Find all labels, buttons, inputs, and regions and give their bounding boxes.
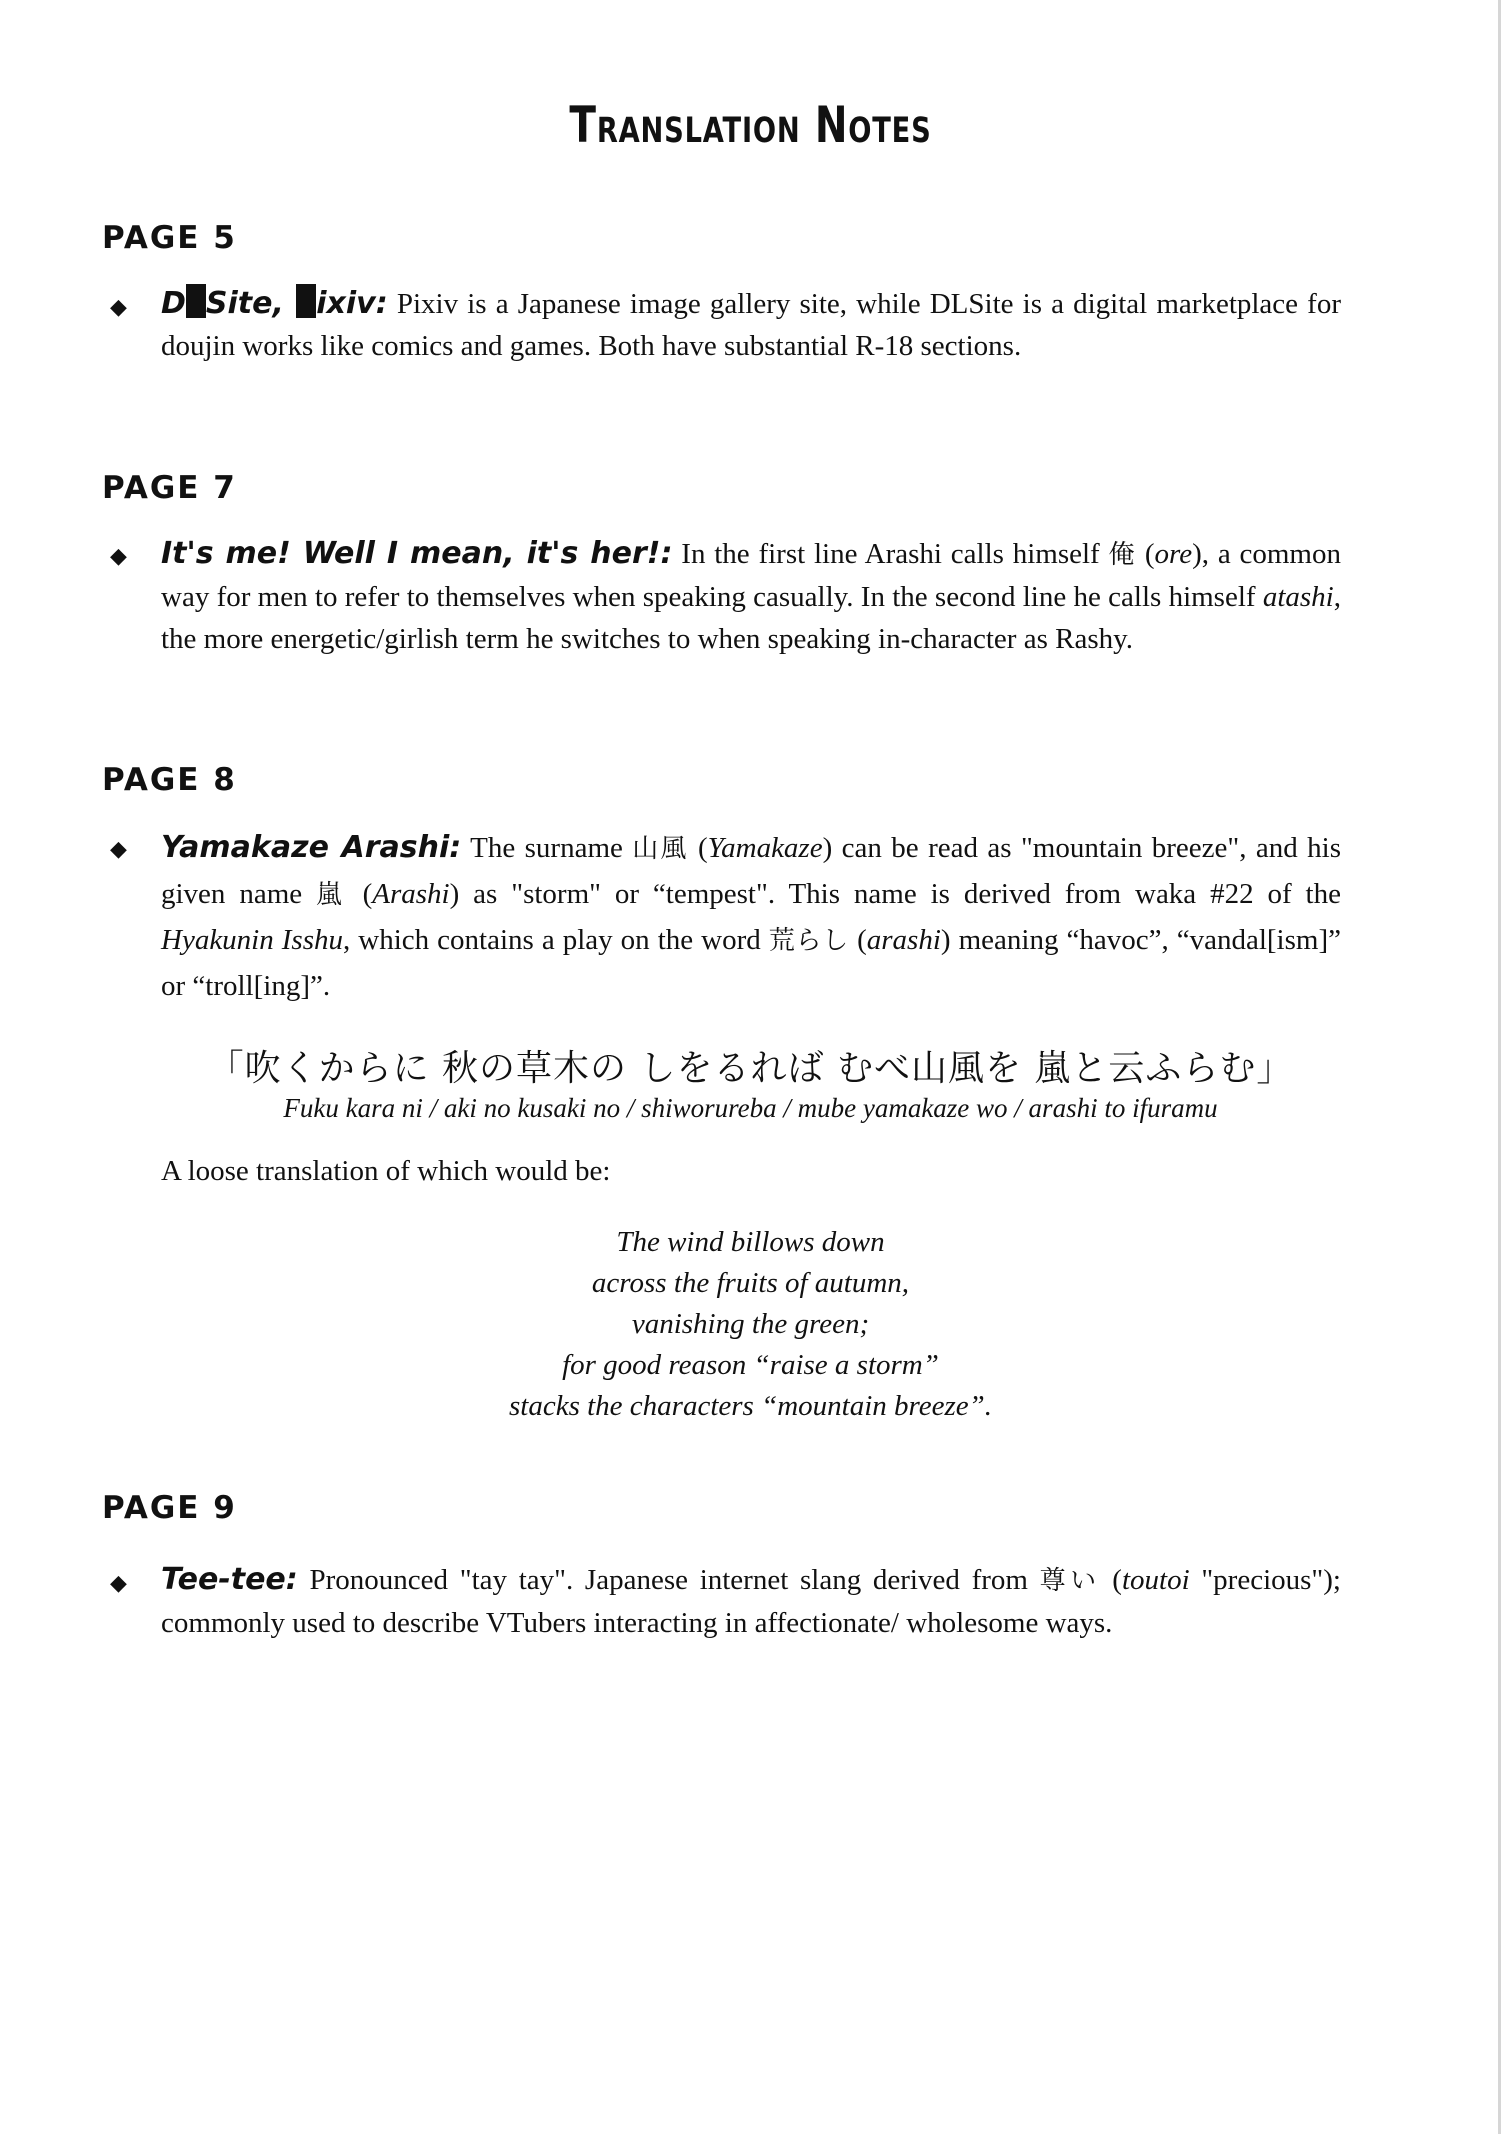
- poem-romaji: Fuku kara ni / aki no kusaki no / shiworureba / mube yamakaze wo / arashi to ifuramu: [283, 1093, 1218, 1123]
- verse-line: for good reason “raise a storm”: [562, 1349, 939, 1381]
- note-page-8: Yamakaze Arashi: The surname 山風 (Yamakaze) can be read as "mountain breeze", and his given name 嵐 (Arashi) as "storm" or “tempest". This name is derived from waka #22 of the Hyakunin Isshu, which contains a play on the word 荒らし (arashi) meaning “havoc”, “vandal[ism]” or “troll[ing]”.: [161, 830, 1341, 1002]
- poem-japanese: 「吹くからに 秋の草木の しをるれば むべ山風を 嵐と云ふらむ」: [207, 1048, 1294, 1089]
- bullet-diamond-icon: ◆: [110, 544, 127, 569]
- bullet-diamond-icon: ◆: [110, 295, 127, 320]
- verse-line: The wind billows down: [616, 1226, 885, 1258]
- section-heading-page-7: PAGE 7: [102, 470, 237, 506]
- note-term: D Site, ixiv:: [161, 286, 388, 321]
- poem-translation: [0, 1222, 1501, 1427]
- note-page-5: D Site, ixiv: Pixiv is a Japanese image gallery site, while DLSite is a digital marketplace for doujin works like comics and games. Both have substantial R-18 sections.: [161, 286, 1341, 362]
- note-page-7: It's me! Well I mean, it's her!: In the first line Arashi calls himself 俺 (ore), a common way for men to refer to themselves when speaking casually. In the second line he calls himself atashi, the more energetic/girlish term he switches to when speaking in-character as Rashy.: [161, 536, 1341, 655]
- note-page-9: Tee-tee: Pronounced "tay tay". Japanese internet slang derived from 尊い (toutoi "precious"); commonly used to describe VTubers interacting in affectionate/ wholesome ways.: [161, 1562, 1341, 1639]
- verse-line: stacks the characters “mountain breeze”.: [508, 1390, 992, 1422]
- section-heading-page-8: PAGE 8: [102, 762, 237, 798]
- redaction-block: [296, 284, 316, 318]
- bullet-diamond-icon: ◆: [110, 1571, 127, 1596]
- page-title: Translation Notes: [569, 96, 932, 154]
- verse-line: across the fruits of autumn,: [591, 1267, 910, 1299]
- section-heading-page-9: PAGE 9: [102, 1490, 237, 1526]
- note-term: Yamakaze Arashi:: [161, 830, 462, 865]
- section-heading-page-5: PAGE 5: [102, 220, 237, 256]
- translation-intro: A loose translation of which would be:: [161, 1155, 611, 1187]
- bullet-diamond-icon: ◆: [110, 837, 127, 862]
- note-term: Tee-tee:: [161, 1562, 298, 1597]
- verse-line: vanishing the green;: [631, 1308, 870, 1340]
- note-term: It's me! Well I mean, it's her!:: [161, 536, 673, 571]
- redaction-block: [186, 284, 206, 318]
